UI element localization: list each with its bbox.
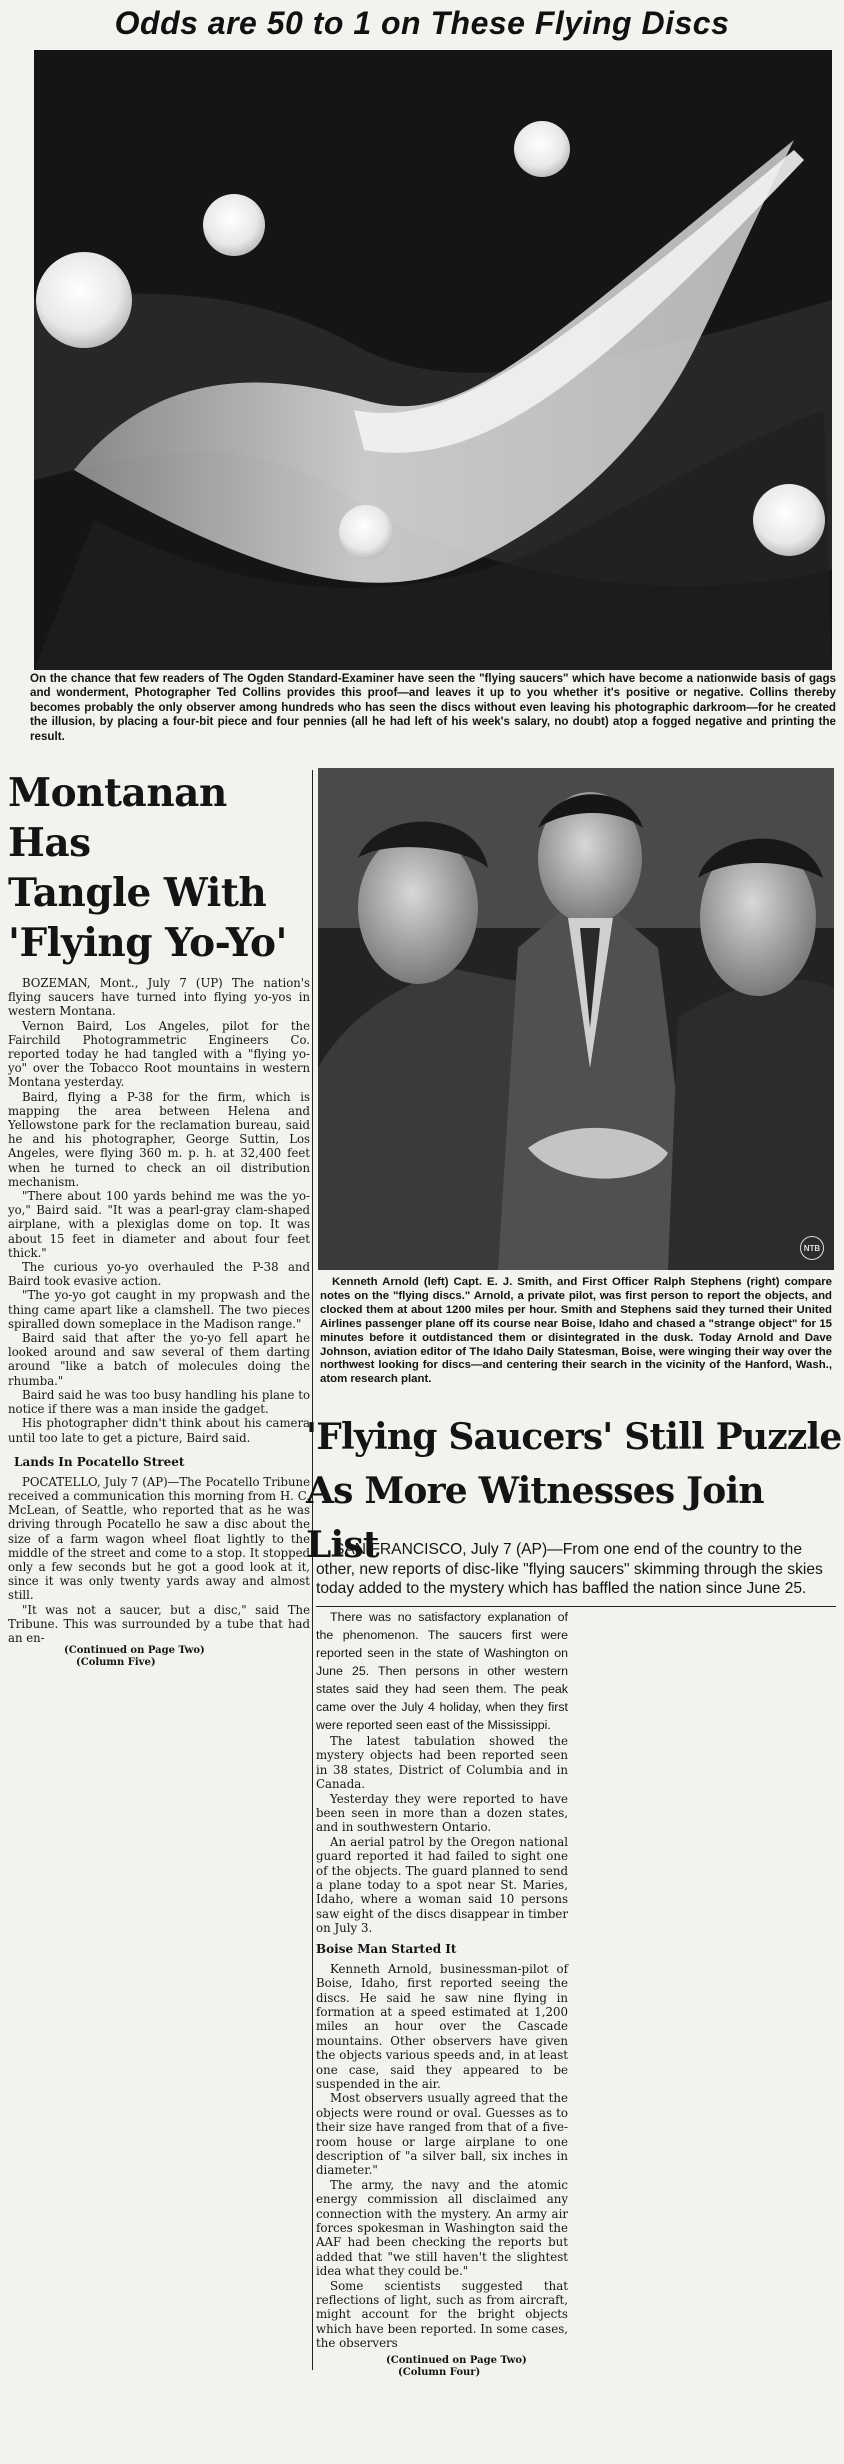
agency-badge: NTB (800, 1236, 824, 1260)
pocatello-subhead: Lands In Pocatello Street (14, 1454, 185, 1469)
story-paragraph: His photographer didn't think about his camera until too late to get a picture, Baird said. (8, 1416, 310, 1445)
pilots-caption-text: Kenneth Arnold (left) Capt. E. J. Smith, and First Officer Ralph Stephens (right) compare notes on the "flying discs." Arnold, a private pilot, was first person to report the objects, and clocked them at about 1200 miles per hour. Smith and Stephens said they turned their United Airlines passenger plane off its course near Boise, Idaho and chased a "strange object" for 15 minutes before it outdistanced them or disintegrated in the dusk. Today Arnold and Dave Johnson, aviation editor of The Idaho Daily Statesman, Boise, were winging their way over the northwest looking for discs—and centering their search in the vicinity of the Hanford, Wash., atom research plant. (320, 1276, 832, 1386)
banner-title: Odds are 50 to 1 on These Flying Discs (114, 4, 730, 41)
story-paragraph: BOZEMAN, Mont., July 7 (UP) The nation's flying saucers have turned into flying yo-yos in western Montana. (8, 976, 310, 1019)
headline-line-1: 'Flying Saucers' Still Puzzle (306, 1416, 842, 1458)
disc-2 (514, 121, 570, 177)
disc-5 (753, 484, 825, 556)
story-paragraph: "There about 100 yards behind me was the yo-yo," Baird said. "It was a pearl-gray clam-shaped airplane, with a plexiglas dome on top. It was about 15 feet in diameter and about four feet thick." (8, 1189, 310, 1260)
story-paragraph: There was no satisfactory explanation of the phenomenon. The saucers first were reported seen in the state of Washington on June 25. Then persons in other western states said they had seen them. The peak came over the July 4 holiday, when they first were reported seen east of the Mississippi. (316, 1610, 568, 1732)
story-paragraph: "It was not a saucer, but a disc," said The Tribune. This was surrounded by a tube that had an en- (8, 1602, 310, 1645)
story-paragraph: Some scientists suggested that reflections of light, such as from aircraft, might account for the bright objects which have been reported. In some cases, the observers (316, 2278, 568, 2351)
disc-3 (36, 252, 132, 348)
montanan-headline (8, 768, 310, 968)
main-story-column (316, 1608, 568, 2379)
disc-4 (339, 505, 393, 559)
pilots-illustration (318, 768, 834, 1270)
story-paragraph: "The yo-yo got caught in my propwash and the thing came apart like a clamshell. The two pieces spiralled down someplace in the Madison range." (8, 1288, 310, 1331)
story-paragraph: The army, the navy and the atomic energy commission all disclaimed any connection with the mystery. An army air forces spokesman in Washington said the AAF had been checking the reports but added that "we still haven't the slightest idea what they could be." (316, 2177, 568, 2279)
story-paragraph: Kenneth Arnold, businessman-pilot of Boise, Idaho, first reported seeing the discs. He said he saw nine flying in formation at a speed estimated at 1,200 miles an hour over the Cascade mountains. Other observers have given the objects various speeds and, in at least one case, said they appeared to be suspended in the air. (316, 1961, 568, 2091)
page-banner (0, 0, 844, 46)
boise-subhead: Boise Man Started It (316, 1941, 457, 1956)
continued-column: (Column Four) (398, 2366, 481, 2378)
continued-page: (Continued on Page Two) (386, 2354, 527, 2366)
continued-note (64, 1645, 310, 1669)
story-paragraph: Most observers usually agreed that the objects were round or oval. Guesses as to their size have ranged from that of a five-room house or large airplane to one description of "a silver ball, six inches in diameter." (316, 2091, 568, 2178)
left-column (8, 768, 310, 1669)
story-paragraph: POCATELLO, July 7 (AP)—The Pocatello Tribune received a communication this morning from H. C. McLean, of Seattle, who reported that as he was driving through Pocatello he saw a disc about the size of a farm wagon wheel float lightly to the middle of the street and come to a stop. It stopped only a few seconds but he got a good look at it, since it was only twenty yards away and almost still. (8, 1474, 310, 1603)
story-paragraph: Baird said that after the yo-yo fell apart he looked around and saw several of them darting around "like a batch of molecules doing the rhumba." (8, 1331, 310, 1388)
story-paragraph: The curious yo-yo overhauled the P-38 and Baird took evasive action. (8, 1260, 310, 1289)
top-photo-caption (30, 672, 836, 762)
story-paragraph: Yesterday they were reported to have been seen in more than a dozen states, and in southwestern Ontario. (316, 1791, 568, 1835)
continued-column: (Column Five) (76, 1657, 156, 1669)
headline-line-2: As More Witnesses Join List (306, 1470, 764, 1566)
top-caption-text: On the chance that few readers of The Ogden Standard-Examiner have seen the "flying saucers" which have become a nationwide basis of gags and wonderment, Photographer Ted Collins provides this proof—and leaves it up to you whether it's positive or negative. Collins thereby becomes probably the only observer among hundreds who has seen the discs without even leaving his photographic darkroom—for he created the illusion, by placing a four-bit piece and four pennies (all he had left of his week's salary, no doubt) atop a fogged negative and printing the result. (30, 672, 836, 743)
lede-paragraph: SAN FRANCISCO, July 7 (AP)—From one end of the country to the other, new reports of disc-like "flying saucers" skimming through the skies today added to the mystery which has baffled the nation since June 25. (316, 1541, 823, 1598)
headline-line-3: 'Flying Yo-Yo' (8, 920, 287, 966)
pilots-photo (318, 768, 834, 1270)
flying-discs-photo (34, 50, 832, 670)
pilots-photo-caption (320, 1276, 832, 1387)
story-paragraph: An aerial patrol by the Oregon national guard reported it had failed to sight one of the objects. The guard planned to send a plane today to a spot near St. Maries, Idaho, where a woman said 10 persons saw eight of the discs disappear in timber on July 3. (316, 1834, 568, 1936)
main-story-lede (316, 1540, 836, 1599)
headline-line-1: Montanan Has (8, 770, 227, 866)
story-paragraph: Baird said he was too busy handling his plane to notice if there was a man inside the gadget. (8, 1387, 310, 1417)
montanan-story (8, 976, 310, 1445)
lede-divider (316, 1606, 836, 1607)
continued-page: (Continued on Page Two) (64, 1645, 205, 1657)
continued-note (386, 2355, 568, 2379)
flying-discs-illustration (34, 50, 832, 670)
headline-line-2: Tangle With (8, 870, 267, 916)
story-paragraph: The latest tabulation showed the mystery objects had been reported seen in 38 states, District of Columbia and in Canada. (316, 1734, 568, 1792)
pocatello-story (8, 1475, 310, 1645)
story-paragraph: Baird, flying a P-38 for the firm, which is mapping the area between Helena and Yellowstone park for the reclamation bureau, said he and his photographer, George Suttin, Los Angeles, were flying 360 m. p. h. at 32,400 feet when he turned to check an oil distribution mechanism. (8, 1089, 310, 1189)
disc-1 (203, 194, 265, 256)
story-paragraph: Vernon Baird, Los Angeles, pilot for the Fairchild Photogrammetric Engineers Co. reported today he had tangled with a "flying yo-yo" over the Tobacco Root mountains in western Montana yesterday. (8, 1018, 310, 1090)
